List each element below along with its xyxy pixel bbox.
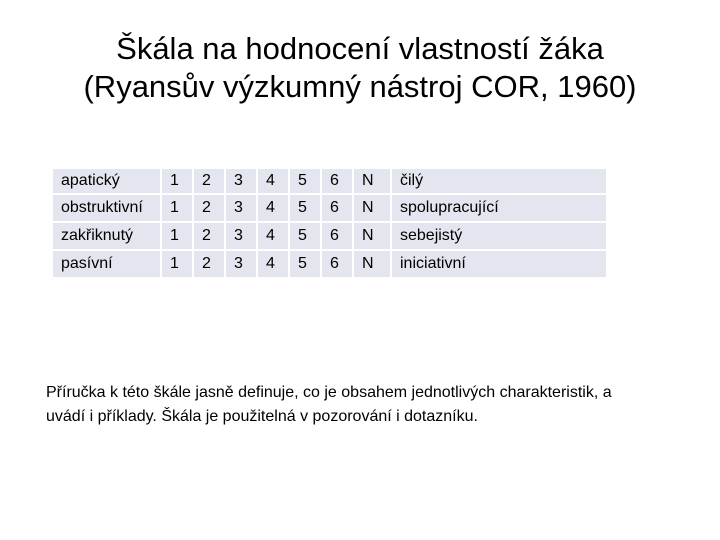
- rating-scale-table: [52, 167, 607, 279]
- scale-value-cell: 5: [290, 223, 322, 251]
- scale-value-cell: 2: [194, 251, 226, 279]
- scale-value-cell: 4: [258, 167, 290, 195]
- rating-scale-body: [52, 167, 607, 279]
- left-trait-cell: apatický: [52, 167, 162, 195]
- scale-value-cell: 3: [226, 223, 258, 251]
- scale-value-cell: 1: [162, 223, 194, 251]
- scale-value-cell: 6: [322, 223, 354, 251]
- scale-value-cell: 1: [162, 167, 194, 195]
- scale-value-cell: 4: [258, 251, 290, 279]
- no-answer-cell: N: [354, 195, 392, 223]
- left-trait-cell: obstruktivní: [52, 195, 162, 223]
- scale-value-cell: 2: [194, 223, 226, 251]
- scale-value-cell: 5: [290, 195, 322, 223]
- table-row: [52, 167, 607, 195]
- page-title: [0, 30, 720, 106]
- scale-value-cell: 3: [226, 195, 258, 223]
- scale-value-cell: 3: [226, 167, 258, 195]
- title-line-1: Škála na hodnocení vlastností žáka: [116, 31, 604, 66]
- scale-value-cell: 3: [226, 251, 258, 279]
- right-trait-cell: spolupracující: [392, 195, 607, 223]
- no-answer-cell: N: [354, 251, 392, 279]
- title-line-2: (Ryansův výzkumný nástroj COR, 1960): [83, 69, 637, 104]
- no-answer-cell: N: [354, 167, 392, 195]
- right-trait-cell: sebejistý: [392, 223, 607, 251]
- scale-value-cell: 5: [290, 251, 322, 279]
- scale-value-cell: 2: [194, 195, 226, 223]
- table-row: [52, 195, 607, 223]
- scale-value-cell: 6: [322, 167, 354, 195]
- right-trait-cell: čilý: [392, 167, 607, 195]
- scale-value-cell: 2: [194, 167, 226, 195]
- scale-value-cell: 5: [290, 167, 322, 195]
- no-answer-cell: N: [354, 223, 392, 251]
- left-trait-cell: zakřiknutý: [52, 223, 162, 251]
- scale-value-cell: 4: [258, 223, 290, 251]
- scale-value-cell: 6: [322, 195, 354, 223]
- right-trait-cell: iniciativní: [392, 251, 607, 279]
- scale-value-cell: 4: [258, 195, 290, 223]
- scale-value-cell: 6: [322, 251, 354, 279]
- left-trait-cell: pasívní: [52, 251, 162, 279]
- scale-value-cell: 1: [162, 251, 194, 279]
- table-row: [52, 223, 607, 251]
- description-note: Příručka k této škále jasně definuje, co je obsahem jednotlivých charakteristik, a uvádí i příklady. Škála je použitelná v pozorování i dotazníku.: [46, 384, 612, 425]
- table-row: [52, 251, 607, 279]
- scale-value-cell: 1: [162, 195, 194, 223]
